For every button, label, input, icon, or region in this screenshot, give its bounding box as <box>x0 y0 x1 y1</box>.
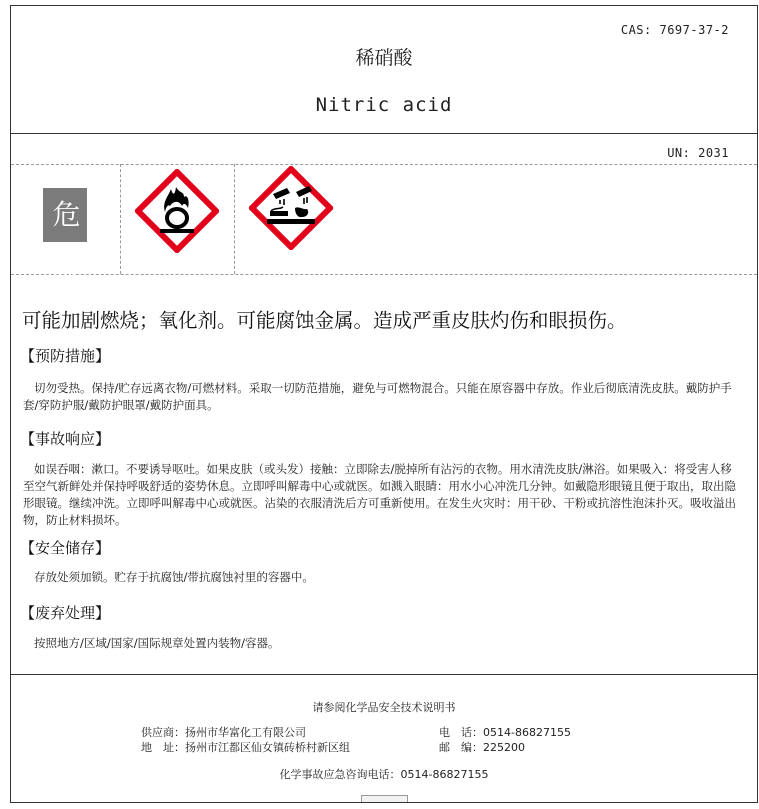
divider <box>11 164 757 165</box>
corrosion-icon <box>249 166 333 250</box>
un-number: UN: 2031 <box>667 146 729 160</box>
divider <box>11 133 757 134</box>
supplier-row <box>141 724 306 740</box>
emergency-phone: 0514-86827155 <box>400 768 489 781</box>
product-name-chinese: 稀硝酸 <box>355 47 413 69</box>
signal-word: 危险 <box>43 188 87 242</box>
divider <box>11 274 757 275</box>
disposal-heading: 【废弃处理】 <box>20 604 111 622</box>
response-heading: 【事故响应】 <box>20 430 111 448</box>
precaution-text: 切勿受热。保持/贮存远离衣物/可燃材料。采取一切防范措施，避免与可燃物混合。只能在原容器中存放。作业后彻底清洗皮肤。戴防护手套/穿防护服/戴防护眼罩/戴防护面具。 <box>23 381 732 412</box>
divider <box>11 674 757 675</box>
cas-number: CAS: 7697-37-2 <box>620 23 729 37</box>
response-text: 如误吞咽：漱口。不要诱导呕吐。如果皮肤（或头发）接触：立即除去/脱掉所有沾污的衣物。用水清洗皮肤/淋浴。如果吸入：将受害人移至空气新鲜处并保持呼吸舒适的姿势休息。立即呼叫解毒中心或就医。如溅入眼睛：用水小心冲洗几分钟。如戴隐形眼镜且便于取出，取出隐形眼镜。继续冲洗。立即呼叫解毒中心或就医。沾染的衣服清洗后方可重新使用。在发生火灾时：用干砂、干粉或抗溶性泡沫扑灭。吸收溢出物，防止材料损坏。 <box>23 462 736 527</box>
phone-number: 0514-86827155 <box>483 726 571 739</box>
precaution-heading: 【预防措施】 <box>20 347 111 365</box>
emergency-label: 化学事故应急咨询电话： <box>279 768 401 781</box>
storage-heading: 【安全储存】 <box>20 539 111 557</box>
postcode-number: 225200 <box>483 741 525 754</box>
sds-reference-note: 请参阅化学品安全技术说明书 <box>312 701 456 714</box>
storage-text: 存放处须加锁。贮存于抗腐蚀/带抗腐蚀衬里的容器中。 <box>34 570 314 584</box>
product-name-english: Nitric acid <box>315 94 453 116</box>
emergency-row <box>11 766 757 782</box>
phone-label: 电 话： <box>439 726 483 739</box>
postcode-row <box>439 739 525 755</box>
divider <box>234 164 235 274</box>
hazard-statement: 可能加剧燃烧；氧化剂。可能腐蚀金属。造成严重皮肤灼伤和眼损伤。 <box>22 309 627 332</box>
disposal-text: 按照地方/区域/国家/国际规章处置内装物/容器。 <box>34 636 280 650</box>
page-tab <box>361 795 408 802</box>
supplier-label: 供应商： <box>141 726 185 739</box>
address-text: 扬州市江都区仙女镇砖桥村新区组 <box>185 741 350 754</box>
chemical-safety-label <box>10 5 758 803</box>
address-row <box>141 739 350 755</box>
address-label: 地 址： <box>141 741 185 754</box>
supplier-name: 扬州市华富化工有限公司 <box>185 726 306 739</box>
divider <box>120 164 121 274</box>
flame-over-circle-icon <box>135 169 219 253</box>
phone-row <box>439 724 571 740</box>
postcode-label: 邮 编： <box>439 741 483 754</box>
